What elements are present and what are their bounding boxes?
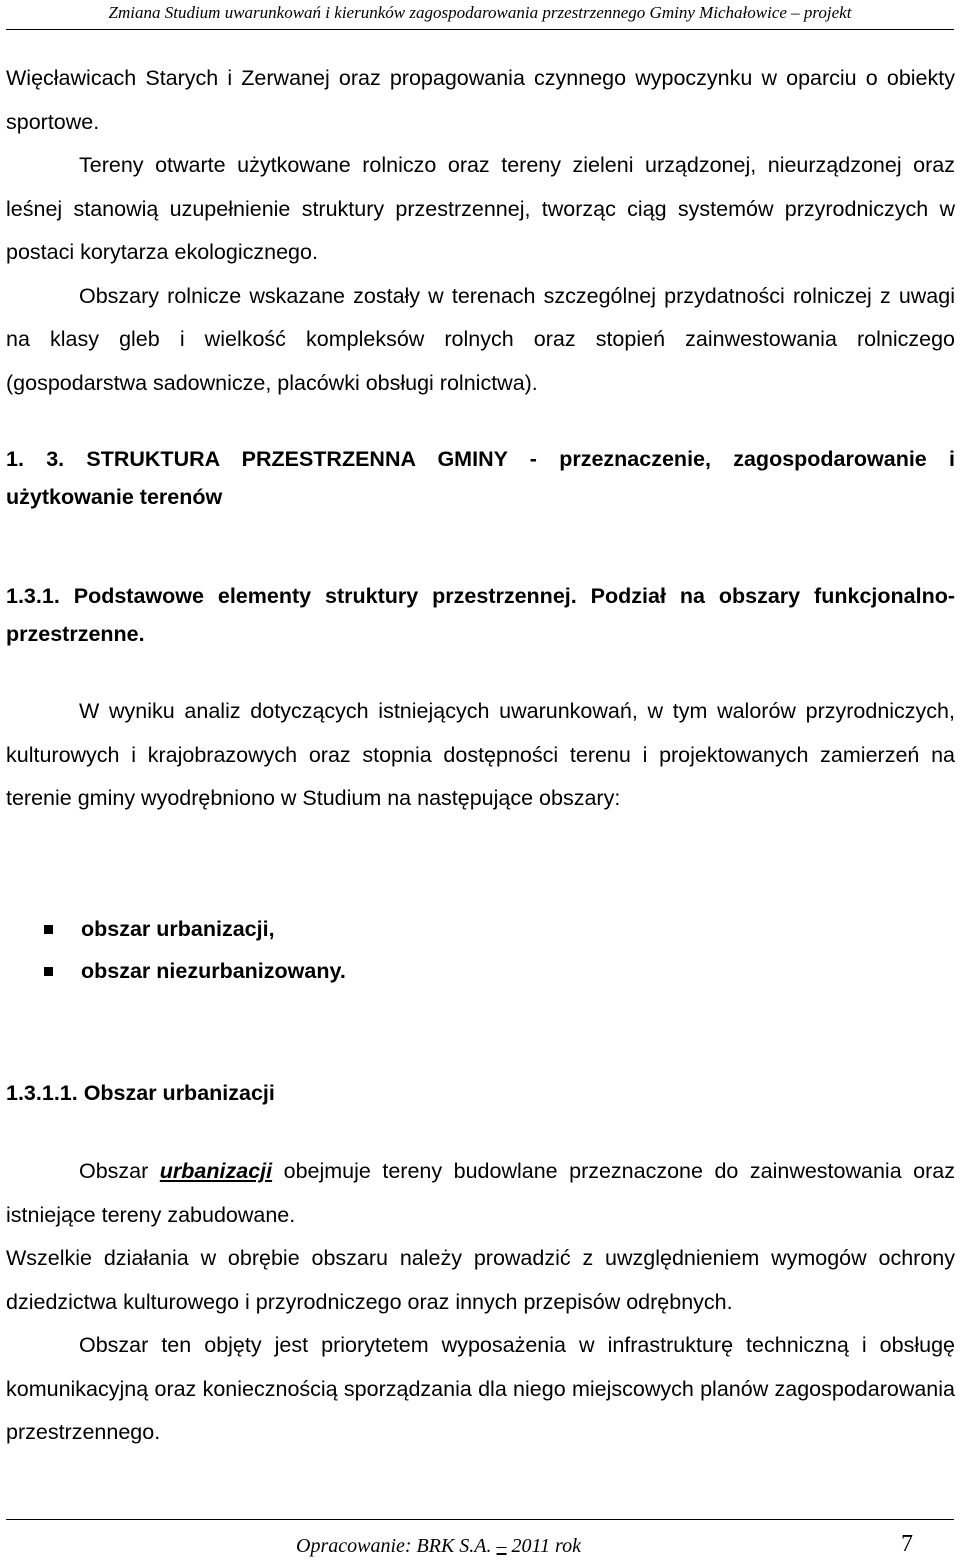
header-divider bbox=[6, 29, 954, 30]
intro-paragraph-3: Obszary rolnicze wskazane zostały w terenach szczególnej przydatności rolniczej z uwagi na klasy gleb i wielkość kompleksów rolnych oraz stopień zainwestowania rolniczego (gospodarstwa sadownicze, placówki obsługi rolnictwa). bbox=[6, 283, 955, 395]
square-bullet-icon bbox=[44, 967, 53, 976]
emphasized-term: urbanizacji bbox=[159, 1159, 273, 1183]
areas-intro-paragraph: W wyniku analiz dotyczących istniejących uwarunkowań, w tym walorów przyrodniczych, kulturowych i krajobrazowych oraz stopnia dostępności terenu i projektowanych zamierzeń na terenie gminy wyodrębniono w Studium na następujące obszary: bbox=[6, 699, 955, 810]
list-item bbox=[6, 950, 955, 992]
paragraph-lead-text: Obszar bbox=[79, 1159, 160, 1183]
footer-author: Opracowanie: BRK S.A. bbox=[296, 1535, 497, 1557]
urbanization-paragraph-3: Obszar ten objęty jest priorytetem wyposażenia w infrastrukturę techniczną i obsługę komunikacyjną oraz koniecznością sporządzania dla niego miejscowych planów zagospodarowania przestrzennego. bbox=[6, 1333, 955, 1444]
footer-divider bbox=[6, 1519, 954, 1520]
section-heading-1-3-1-1: 1.3.1.1. Obszar urbanizacji bbox=[6, 1081, 275, 1105]
page-header: Zmiana Studium uwarunkowań i kierunków zagospodarowania przestrzennego Gminy Michałowice – projekt bbox=[108, 3, 852, 22]
urbanization-paragraph-1 bbox=[6, 1150, 955, 1237]
footer-dash: – bbox=[496, 1535, 507, 1557]
section-heading-1-3-1: 1.3.1. Podstawowe elementy struktury przestrzennej. Podział na obszary funkcjonalno-przestrzenne. bbox=[6, 584, 955, 646]
list-item-label: obszar urbanizacji, bbox=[81, 917, 275, 941]
list-item bbox=[6, 908, 955, 950]
section-1-3-1-paragraph bbox=[6, 690, 955, 821]
intro-paragraph-2: Tereny otwarte użytkowane rolniczo oraz tereny zieleni urządzonej, nieurządzonej oraz leśnej stanowią uzupełnienie struktury przestrzennej, tworząc ciąg systemów przyrodniczych w postaci korytarza ekologicznego. bbox=[6, 153, 955, 264]
urbanization-paragraph-2: Wszelkie działania w obrębie obszaru należy prowadzić z uwzględnieniem wymogów ochrony dziedzictwa kulturowego i przyrodniczego oraz innych przepisów odrębnych. bbox=[6, 1246, 955, 1314]
section-heading-1-3: 1. 3. STRUKTURA PRZESTRZENNA GMINY - przeznaczenie, zagospodarowanie i użytkowanie terenów bbox=[6, 447, 955, 509]
square-bullet-icon bbox=[44, 925, 53, 934]
intro-block bbox=[6, 57, 955, 405]
page-footer bbox=[296, 1533, 581, 1559]
footer-year: 2011 rok bbox=[506, 1535, 581, 1557]
paragraph-body-text: obejmuje tereny budowlane przeznaczone do zainwestowania oraz istniejące tereny zabudowane. bbox=[6, 1159, 955, 1227]
section-1-3-1-1-block bbox=[6, 1150, 955, 1455]
intro-paragraph-1: Więcławicach Starych i Zerwanej oraz propagowania czynnego wypoczynku w oparciu o obiekty sportowe. bbox=[6, 66, 955, 134]
list-item-label: obszar niezurbanizowany. bbox=[81, 959, 346, 983]
page-number: 7 bbox=[901, 1531, 913, 1557]
area-list bbox=[6, 908, 955, 992]
